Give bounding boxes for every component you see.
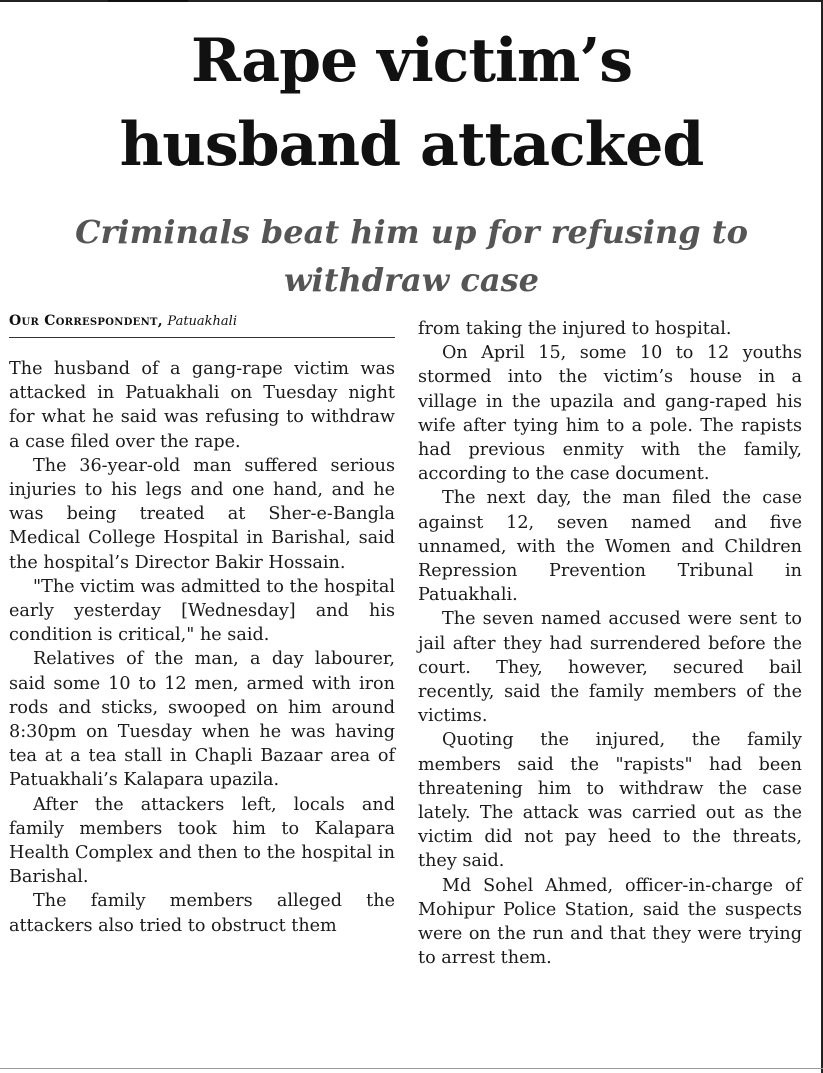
deck-line-1: Criminals beat him up for refusing to (75, 213, 748, 251)
headline-line-2: husband attacked (119, 110, 704, 180)
paragraph: The husband of a gang-rape victim was attacked in Patuakhali on Tuesday night for what he said was refusing to withdraw a case filed over the rape. (9, 359, 395, 452)
paragraph: Quoting the injured, the family members said the "rapists" had been threatening him to withdraw the case lately. The attack was carried out as the victim did not pay heed to the threats, they said. (418, 730, 802, 872)
paragraph: The next day, the man filed the case against 12, seven named and five unnamed, with the Women and Children Repression Prevention Tribunal in Patuakhali. (418, 488, 802, 606)
paragraph: The family members alleged the attackers also tried to obstruct them (9, 891, 395, 936)
byline (9, 313, 395, 329)
paragraph: Relatives of the man, a day labourer, said some 10 to 12 men, armed with iron rods and sticks, swooped on him around 8:30pm on Tuesday when he was having tea at a tea stall in Chapli Bazaar area of Patuakhali’s Kalapara upazila. (9, 649, 395, 791)
byline-place: Patuakhali (167, 314, 237, 329)
deck-line-2: withdraw case (284, 261, 539, 299)
paragraph: Md Sohel Ahmed, officer-in-charge of Mohipur Police Station, said the suspects were on the run and that they were trying to arrest them. (418, 875, 802, 969)
paragraph: The seven named accused were sent to jail after they had surrendered before the court. They, however, secured bail recently, said the family members of the victims. (418, 609, 802, 727)
top-rule (108, 0, 188, 2)
bottom-rule (0, 1068, 823, 1069)
paragraph: The 36-year-old man suffered serious injuries to his legs and one hand, and he was being treated at Sher-e-Bangla Medical College Hospital in Barishal, said the hospital’s Director Bakir Hossain. (9, 455, 395, 573)
paragraph: After the attackers left, locals and family members took him to Kalapara Health Complex and then to the hospital in Barishal. (9, 794, 395, 888)
article-column-2 (418, 317, 802, 970)
article-column-1 (9, 357, 395, 938)
paragraph: "The victim was admitted to the hospital early yesterday [Wednesday] and his condition is critical," he said. (9, 576, 395, 646)
headline-line-1: Rape victim’s (191, 26, 632, 96)
paragraph: On April 15, some 10 to 12 youths stormed into the victim’s house in a village in the upazila and gang-raped his wife after tying him to a pole. The rapists had previous enmity with the family, according to the case document. (418, 343, 802, 485)
byline-name: Our Correspondent, (9, 313, 163, 329)
paragraph: from taking the injured to hospital. (418, 319, 732, 339)
byline-divider (9, 337, 395, 338)
